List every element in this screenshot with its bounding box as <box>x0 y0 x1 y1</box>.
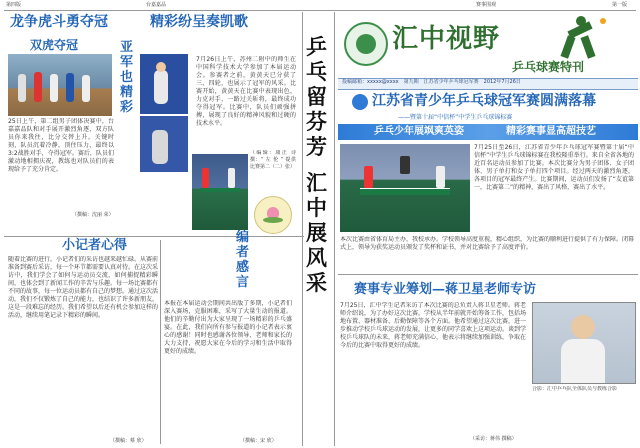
left-header-title: 台嘉嘉品 <box>146 2 167 8</box>
school-emblem-icon <box>344 22 388 66</box>
masthead-title: 汇中视野 <box>392 24 501 54</box>
editor-notes-sign: （撰稿：蔡 欣） <box>110 438 147 444</box>
right-section-divider <box>338 274 638 275</box>
photo-match-hall <box>192 154 248 230</box>
vertical-headline-b: 汇中展风采 <box>306 170 327 295</box>
editor-notes-body: 随着比赛的进行，小记者们的采访也越来越忙碌。从赛前准备到赛后采访，每一个环节都需要认真对待。在这次采访中，我们学会了如何与运动员交流，如何捕捉精彩瞬间，也体会到了新闻工作的辛苦与乐趣。每一场比赛都有不同的故事，每一位运动员都有自己的梦想。通过这次活动，我们不仅锻炼了自己的能力，也结识了许多新朋友，这是一段难忘的经历。我们希望以后还有机会参加这样的活动，继续用笔记录下精彩的瞬间。 <box>8 256 158 319</box>
right-header-title: 赛事围观 <box>476 2 497 8</box>
coach-body: 7月25日，汇中学生记者采访了本次比赛的总负责人蒋卫星老师。蒋老师介绍说，为了办好这次比赛，学校从半年前就开始筹备工作，包括场地布置、器材准备、后勤保障等各个方面。他希望通过这次比赛，进一步推动学校乒乓球运动的发展，让更多的同学喜欢上这项运动。谈到学校乒乓球队的未来，蒋老师充满信心，他表示将继续加强训练，争取在今后的比赛中取得更好的成绩。 <box>340 302 526 349</box>
main-headline: 江苏省青少年乒乓球冠军赛圆满落幕 <box>372 93 596 109</box>
report-body-2: 本次比赛由省体育局主办，我校承办。学校领导高度重视，精心组织，为比赛的顺利进行提供了有力保障。闭幕式上，领导为获奖运动员颁发了奖杯和证书，并对比赛给予了高度评价。 <box>340 236 634 251</box>
lotus-logo <box>254 196 292 234</box>
editor-notes-title: 小记者心得 <box>62 238 128 253</box>
story-left: 25日上午，第二组男子团体决赛中，台嘉嘉品队和对手展开激烈角逐，双方队员你来我往，比分交替上升。关键时刻，队员沉着冷静，顶住压力，最终以3:2战胜对手，夺得冠军。赛后，队员们激动地相拥庆祝，教练也对队员们的表现给予了充分肯定。 <box>8 118 114 173</box>
middle-rule-left <box>302 12 303 446</box>
editor-words-sign: （撰稿：宋 欣） <box>240 438 277 444</box>
headline-b: 精彩纷呈奏凯歌 <box>150 14 248 30</box>
coach-title: 赛事专业筹划—蒋卫星老师专访 <box>354 282 537 297</box>
photo-tournament-match <box>340 144 470 232</box>
photo-team-ceremony <box>8 54 112 116</box>
photo-player-blue-2 <box>140 116 188 172</box>
left-column-divider <box>160 240 161 444</box>
story-right-sign: （编辑：康正 诗 撰：“ 左 伦 ” 提供 比赛第二（二）张） <box>250 150 296 170</box>
right-page-number: 第一版 <box>612 2 628 8</box>
left-section-divider <box>4 236 304 237</box>
pingpong-ball-icon <box>352 94 368 110</box>
story-right: 7月26日上午，苏州二附中的师生在中国科学技术大学参加了本届运动会。参赛者之前，黄黄天已分获了三、四轮，也展示了冠军的风采。比赛开始，黄黄天在比赛中表现出色，力克对手，一路过关斩将，最终成功夺得冠军。比赛中，队员们顽强拼搏，展现了良好的精神风貌和过硬的技术水平。 <box>196 56 296 127</box>
masthead-subtitle: 乒乓球赛特刊 <box>512 60 585 74</box>
banner-right-text: 精彩赛事显高超技艺 <box>506 126 596 137</box>
editor-words-title: 编者感言 <box>236 230 250 290</box>
coach-sign: （采访：蒋伟 撰稿） <box>470 436 517 442</box>
photo-coach <box>532 302 636 384</box>
headline-a: 龙争虎斗勇夺冠 <box>10 14 108 30</box>
photo-player-blue <box>140 54 188 114</box>
middle-rule-right <box>334 12 335 446</box>
story-left-sign: （撰稿：沈丽 荣） <box>72 212 114 218</box>
banner-left-text: 乒乓少年展飒爽英姿 <box>374 126 464 137</box>
banner <box>338 124 638 140</box>
editor-words-body: 本报在本届运动会期间共出版了多期，小记者们深入赛场，克服困难，采写了大量生动的报道。他们的辛勤付出为大家呈现了一场精彩的乒乓盛宴。在此，我们向所有参与报道的小记者表示衷心的感谢！同时也感谢各位领导、老师和家长的大力支持，祝愿大家在今后的学习和生活中取得更好的成绩。 <box>164 300 292 355</box>
side-title-a: 亚军也精彩 <box>120 40 134 115</box>
report-body: 7月25日至26日，江苏省青少年乒乓球冠军赛暨第十届“中信杯”中学生乒乓球锦标赛在我校隆重举行。来自全省各地的近百名运动员参加了比赛。本次比赛分为男子团体、女子团体、男子单打和女子单打四个项目。经过两天的激烈角逐，各项目的冠军最终产生。比赛期间，运动员们发扬了“友谊第一，比赛第二”的精神，赛出了风格，赛出了水平。 <box>474 144 634 191</box>
info-bar-text: 投稿邮箱：xxxxx@xxxx 第九期 江苏省少年乒乓球冠军赛 2012年7月26日 <box>342 79 521 85</box>
header-rule <box>4 10 636 11</box>
coach-photo-caption: 合影：汇中乒乓队全体队员与教练合影 <box>532 386 618 392</box>
pingpong-player-icon <box>548 14 620 60</box>
left-page-number: 第四版 <box>6 2 22 8</box>
vertical-headline-a: 乒乓留芬芳 <box>306 34 327 159</box>
sub-headline: 双虎夺冠 <box>30 38 79 52</box>
main-subline: ——暨第十届“中信杯”中学生乒乓球锦标赛 <box>398 114 513 121</box>
info-bar <box>338 78 638 90</box>
